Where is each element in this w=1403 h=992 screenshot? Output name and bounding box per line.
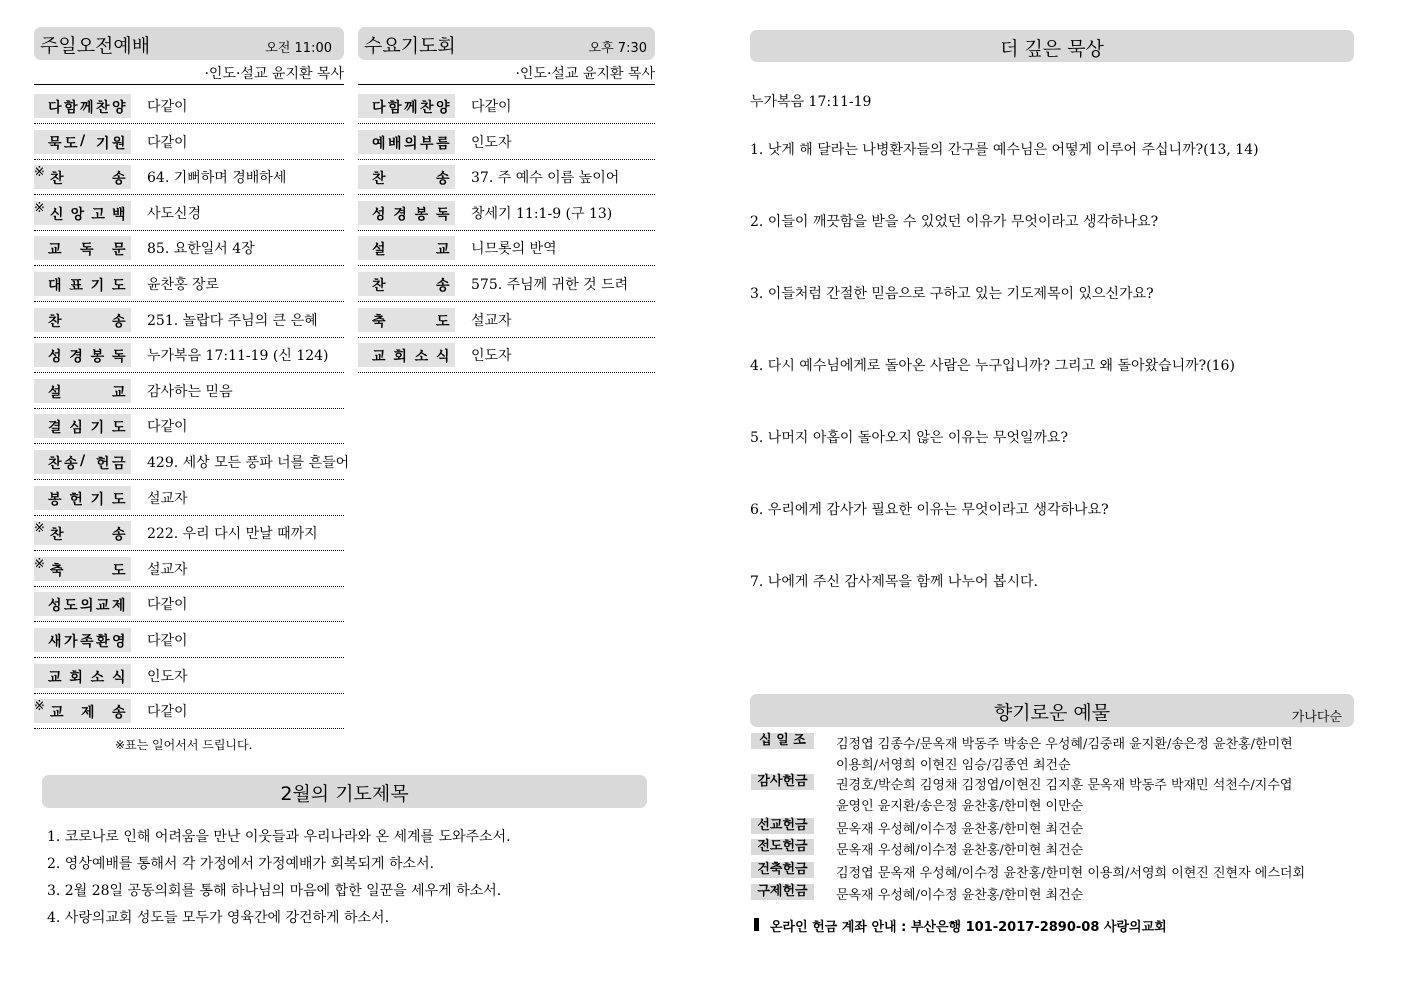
label-char: 설 <box>372 242 386 259</box>
label-char: 찬 <box>50 527 64 544</box>
label-char: 예 <box>372 135 386 152</box>
order-value: 다같이 <box>147 704 188 721</box>
label-char: 새 <box>48 634 62 650</box>
label-char: 교 <box>48 242 62 259</box>
label-char: 문 <box>112 242 126 259</box>
label-char: 찬 <box>372 278 386 294</box>
prayer-title: 2월의 기도제목 <box>280 783 409 805</box>
offering-names: 문옥재 우성혜/이수정 윤찬홍/한미현 최건순 <box>836 888 1084 903</box>
order-value: 인도자 <box>147 668 188 685</box>
order-value: 85. 요한일서 4장 <box>147 241 255 258</box>
order-label <box>34 699 131 723</box>
order-row <box>358 195 655 231</box>
label-char: 송 <box>436 171 450 188</box>
order-label <box>358 165 455 189</box>
order-label <box>34 308 131 332</box>
prayer-item: 1. 코로나로 인해 어려움을 만난 이웃들과 우리나라와 온 세계를 도와주소서. <box>47 829 511 845</box>
standing-mark: ※ <box>34 200 45 216</box>
order-row <box>358 302 655 338</box>
order-row <box>34 302 344 338</box>
order-row <box>34 373 344 409</box>
label-char: 기 <box>90 278 105 294</box>
order-row <box>34 195 344 231</box>
order-value: 다같이 <box>147 597 188 614</box>
label-char: 회 <box>393 349 407 366</box>
label-char: 성 <box>48 349 62 366</box>
label-char: 함 <box>388 100 402 116</box>
wednesday-title: 수요기도회 <box>364 35 456 57</box>
order-value: 설교자 <box>471 312 512 329</box>
order-value: 37. 주 예수 이름 높이어 <box>471 170 620 187</box>
label-char: 찬 <box>48 456 62 472</box>
order-row <box>34 444 350 480</box>
label-char: 송 <box>64 456 78 472</box>
order-label <box>34 165 131 189</box>
offering-title: 향기로운 예물 <box>993 702 1111 724</box>
label-char: 송 <box>112 171 126 188</box>
order-row <box>34 230 344 266</box>
account-marker-icon <box>754 918 759 931</box>
order-label <box>358 343 455 367</box>
label-char: 원 <box>112 135 126 152</box>
label-char: 의 <box>404 135 418 152</box>
order-label <box>34 94 131 118</box>
order-label <box>358 94 455 118</box>
label-char: 헌 <box>96 456 110 472</box>
order-label <box>34 592 131 616</box>
order-label <box>358 201 455 225</box>
order-label <box>358 272 455 296</box>
meditation-question: 7. 나에게 주신 감사제목을 함께 나누어 봅시다. <box>750 574 1038 590</box>
label-char: 도 <box>436 313 450 330</box>
offering-names: 문옥재 우성혜/이수정 윤찬홍/한미현 최건순 <box>836 843 1084 858</box>
order-value: 575. 주님께 귀한 것 드려 <box>471 277 629 293</box>
order-value: 다같이 <box>147 99 188 115</box>
order-value: 다같이 <box>147 633 188 649</box>
order-label <box>358 308 455 332</box>
order-label <box>34 272 131 296</box>
label-char: 도 <box>64 598 78 615</box>
standing-note: ※표는 일어서서 드립니다. <box>115 738 253 752</box>
order-value: 인도자 <box>471 348 512 365</box>
label-char: 찬 <box>48 313 62 330</box>
order-value: 누가복음 17:11-19 (신 124) <box>147 348 329 365</box>
label-char: 대 <box>48 278 62 294</box>
order-label <box>34 379 131 403</box>
label-char: 다 <box>372 100 386 116</box>
label-char: 금 <box>112 456 126 472</box>
meditation-title: 더 깊은 묵상 <box>1000 38 1104 60</box>
prayer-header <box>42 775 647 808</box>
label-char: 찬 <box>420 100 434 116</box>
label-char: 송 <box>436 278 450 294</box>
label-char: 도 <box>112 278 126 294</box>
label-char: / <box>80 132 86 149</box>
label-char: 신 <box>50 206 64 223</box>
wednesday-time: 오후 7:30 <box>588 41 647 56</box>
label-char: 환 <box>96 634 110 650</box>
row-divider <box>358 372 655 373</box>
meditation-question: 6. 우리에게 감사가 필요한 이유는 무엇이라고 생각하나요? <box>750 502 1109 518</box>
label-char: 께 <box>80 100 94 116</box>
meditation-header <box>750 30 1354 62</box>
label-char: 함 <box>64 100 78 116</box>
offering-category: 십 일 조 <box>751 733 814 749</box>
order-value: 64. 기뻐하며 경배하세 <box>147 170 287 187</box>
label-char: 도 <box>112 420 126 437</box>
label-char: 께 <box>404 100 418 116</box>
label-char: 찬 <box>372 171 386 188</box>
wednesday-header <box>358 27 655 60</box>
label-char: 축 <box>372 313 386 330</box>
label-char: 기 <box>90 491 105 508</box>
order-label <box>34 343 131 367</box>
meditation-question: 5. 나머지 아홉이 돌아오지 않은 이유는 무엇일까요? <box>750 430 1069 446</box>
label-char: 교 <box>48 669 62 686</box>
meditation-question: 2. 이들이 깨끗함을 받을 수 있었던 이유가 무엇이라고 생각하나요? <box>750 214 1159 230</box>
label-char: 교 <box>112 384 126 401</box>
label-char: 찬 <box>96 100 110 116</box>
order-label <box>34 236 131 260</box>
order-label <box>358 130 455 154</box>
label-char: 축 <box>50 562 64 579</box>
label-char: 제 <box>112 598 126 615</box>
label-char: 표 <box>69 278 83 294</box>
label-char: 독 <box>80 242 94 259</box>
label-char: 소 <box>90 669 105 686</box>
label-char: 도 <box>64 135 78 152</box>
sunday-officiant: ·인도·설교 윤지환 목사 <box>34 63 344 85</box>
label-char: 설 <box>48 384 62 401</box>
label-char: 식 <box>112 669 126 686</box>
order-row <box>34 551 344 587</box>
offering-category: 건축헌금 <box>751 862 814 878</box>
standing-mark: ※ <box>34 699 45 715</box>
order-row <box>34 622 344 658</box>
label-char: 양 <box>112 100 126 116</box>
order-label <box>34 664 131 688</box>
label-char: 소 <box>414 349 429 366</box>
sunday-time: 오전 11:00 <box>265 41 332 56</box>
label-char: 름 <box>436 135 450 152</box>
label-char: 경 <box>69 349 83 366</box>
order-row <box>358 230 655 266</box>
order-row <box>34 124 344 160</box>
label-char: 교 <box>372 349 386 366</box>
order-label <box>34 414 131 438</box>
label-char: 성 <box>372 206 386 223</box>
order-row <box>34 266 344 302</box>
offering-names: 김정엽 문옥재 우성혜/이수정 윤찬홍/한미현 이용희/서영희 이현진 진현자 에스더회 <box>836 866 1306 881</box>
order-value: 창세기 11:1-9 (구 13) <box>471 205 613 222</box>
offering-names: 윤영인 윤지환/송은정 윤찬홍/한미현 이만순 <box>836 799 1084 814</box>
order-value: 윤찬홍 장로 <box>147 277 220 293</box>
order-value: 니므롯의 반역 <box>471 241 557 258</box>
label-char: 송 <box>112 527 126 544</box>
order-value: 다같이 <box>471 99 512 115</box>
order-row <box>358 159 655 195</box>
label-char: 봉 <box>414 206 429 223</box>
label-char: 송 <box>112 705 126 722</box>
prayer-item: 4. 사랑의교회 성도들 모두가 영육간에 강건하게 하소서. <box>47 910 390 926</box>
label-char: 도 <box>112 491 126 508</box>
label-char: 고 <box>91 206 105 223</box>
standing-mark: ※ <box>34 521 45 537</box>
standing-mark: ※ <box>34 556 45 572</box>
offering-order-note: 가나다순 <box>1291 710 1342 725</box>
meditation-question: 3. 이들처럼 간절한 믿음으로 구하고 있는 기도제목이 있으신가요? <box>750 286 1154 302</box>
sunday-title: 주일오전예배 <box>40 35 151 57</box>
label-char: 교 <box>50 705 64 722</box>
order-row <box>34 480 344 516</box>
offering-names: 권경호/박순희 김영채 김정엽/이현진 김지훈 문옥재 박동주 박재민 석천수/지수엽 <box>836 778 1293 793</box>
order-value: 222. 우리 다시 만날 때까지 <box>147 526 318 543</box>
label-char: 교 <box>436 242 450 259</box>
offering-category: 구제헌금 <box>751 884 814 900</box>
order-label <box>34 130 131 154</box>
label-char: 심 <box>69 420 83 437</box>
label-char: 부 <box>420 135 434 152</box>
order-label <box>34 557 131 581</box>
label-char: 배 <box>388 135 402 152</box>
order-row <box>358 266 655 302</box>
order-row <box>34 586 344 622</box>
label-char: 결 <box>48 420 62 437</box>
order-value: 설교자 <box>147 561 188 578</box>
offering-header <box>750 694 1354 727</box>
label-char: 송 <box>112 313 126 330</box>
order-row <box>34 88 344 124</box>
order-row <box>358 337 655 373</box>
order-value: 인도자 <box>471 134 512 151</box>
label-char: 경 <box>393 206 407 223</box>
label-char: 묵 <box>48 135 62 152</box>
offering-names: 이용희/서영희 이현진 임승/김종연 최건순 <box>836 758 1071 773</box>
offering-names: 김정엽 김종수/문옥재 박동주 박송은 우성혜/김중래 윤지환/송은정 윤찬홍/한미현 <box>836 737 1293 752</box>
offering-category: 감사헌금 <box>751 774 814 790</box>
offering-names: 문옥재 우성혜/이수정 윤찬홍/한미현 최건순 <box>836 822 1084 837</box>
label-char: 양 <box>436 100 450 116</box>
label-char: 식 <box>436 349 450 366</box>
label-char: 회 <box>69 669 83 686</box>
order-label <box>34 486 131 510</box>
offering-category: 전도헌금 <box>751 839 814 855</box>
order-row <box>34 159 344 195</box>
label-char: 가 <box>64 634 78 650</box>
sunday-header <box>34 27 344 60</box>
order-value: 251. 놀랍다 주님의 큰 은혜 <box>147 312 318 329</box>
order-value: 설교자 <box>147 490 188 507</box>
meditation-question: 1. 낫게 해 달라는 나병환자들의 간구를 예수님은 어떻게 이루어 주십니까?(13, 14) <box>750 142 1259 158</box>
order-value: 사도신경 <box>147 205 202 222</box>
label-char: 기 <box>96 135 110 152</box>
order-label <box>34 521 131 545</box>
label-char: 봉 <box>48 491 62 508</box>
order-row <box>358 88 655 124</box>
label-char: / <box>80 453 86 469</box>
meditation-question: 4. 다시 예수님에게로 돌아온 사람은 누구입니까? 그리고 왜 돌아왔습니까?(16) <box>750 358 1235 374</box>
label-char: 도 <box>112 562 126 579</box>
meditation-reference: 누가복음 17:11-19 <box>750 94 872 110</box>
label-char: 기 <box>90 420 105 437</box>
label-char: 족 <box>80 634 94 650</box>
order-label <box>358 236 455 260</box>
standing-mark: ※ <box>34 165 45 181</box>
label-char: 앙 <box>70 206 85 223</box>
label-char: 성 <box>48 598 62 615</box>
order-label <box>34 450 131 474</box>
order-row <box>34 693 344 729</box>
online-account-info: 온라인 헌금 계좌 안내 : 부산은행 101-2017-2890-08 사랑의교회 <box>770 920 1167 935</box>
order-row <box>358 124 655 160</box>
prayer-item: 3. 2월 28일 공동의회를 통해 하나님의 마음에 합한 일꾼을 세우게 하소서. <box>47 883 502 899</box>
order-value: 429. 세상 모든 풍파 너를 흔들어 <box>147 455 350 471</box>
order-label <box>34 628 131 652</box>
label-char: 교 <box>96 598 110 615</box>
prayer-item: 2. 영상예배를 통해서 각 가정에서 가정예배가 회복되게 하소서. <box>47 856 435 872</box>
label-char: 영 <box>112 634 126 650</box>
order-row <box>34 658 344 694</box>
label-char: 봉 <box>90 349 105 366</box>
label-char: 독 <box>112 349 126 366</box>
label-char: 찬 <box>50 171 64 188</box>
order-label <box>34 201 131 225</box>
label-char: 의 <box>80 598 94 615</box>
label-char: 제 <box>81 705 95 722</box>
label-char: 다 <box>48 100 62 116</box>
order-value: 다같이 <box>147 419 188 436</box>
order-value: 감사하는 믿음 <box>147 383 233 400</box>
order-value: 다같이 <box>147 134 188 151</box>
label-char: 백 <box>112 206 126 223</box>
order-row <box>34 515 344 551</box>
label-char: 독 <box>436 206 450 223</box>
order-row <box>34 337 344 373</box>
offering-category: 선교헌금 <box>751 818 814 834</box>
label-char: 헌 <box>69 491 83 508</box>
wednesday-officiant: ·인도·설교 윤지환 목사 <box>358 63 655 85</box>
order-row <box>34 408 344 444</box>
row-divider <box>34 728 344 729</box>
